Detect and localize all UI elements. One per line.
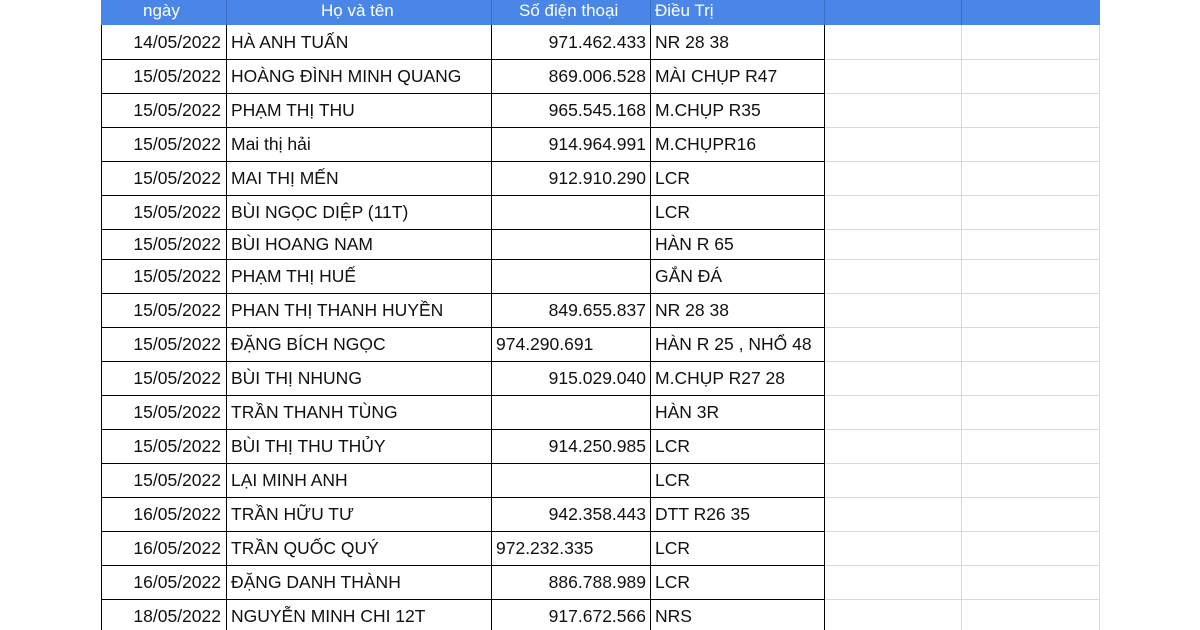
empty-cell-e[interactable]	[825, 25, 962, 60]
treatment-cell[interactable]: HÀN R 25 , NHỔ 48	[651, 328, 825, 362]
name-cell[interactable]: TRẦN HỮU TƯ	[227, 498, 492, 532]
name-cell[interactable]: HÀ ANH TUẤN	[227, 25, 492, 60]
phone-cell[interactable]	[492, 196, 651, 230]
empty-cell-f[interactable]	[962, 60, 1100, 94]
date-cell[interactable]: 15/05/2022	[101, 162, 227, 196]
date-cell[interactable]: 15/05/2022	[101, 464, 227, 498]
phone-cell[interactable]: 914.250.985	[492, 430, 651, 464]
treatment-cell[interactable]: MÀI CHỤP R47	[651, 60, 825, 94]
treatment-cell[interactable]: LCR	[651, 464, 825, 498]
date-cell[interactable]: 14/05/2022	[101, 25, 227, 60]
phone-cell[interactable]	[492, 260, 651, 294]
name-cell[interactable]: LẠI MINH ANH	[227, 464, 492, 498]
empty-cell-e[interactable]	[825, 260, 962, 294]
table-row	[101, 230, 1100, 260]
treatment-cell[interactable]: LCR	[651, 532, 825, 566]
table-row	[101, 294, 1100, 328]
header-phone[interactable]: Số điện thoại	[492, 0, 651, 25]
table-row	[101, 532, 1100, 566]
empty-cell-e[interactable]	[825, 566, 962, 600]
name-cell[interactable]: PHAN THỊ THANH HUYỀN	[227, 294, 492, 328]
date-cell[interactable]: 15/05/2022	[101, 60, 227, 94]
empty-cell-e[interactable]	[825, 94, 962, 128]
empty-cell-f[interactable]	[962, 532, 1100, 566]
treatment-cell[interactable]: NRS	[651, 600, 825, 630]
phone-cell[interactable]: 971.462.433	[492, 25, 651, 60]
name-cell[interactable]: ĐẶNG BÍCH NGỌC	[227, 328, 492, 362]
date-cell[interactable]: 15/05/2022	[101, 396, 227, 430]
table-row	[101, 94, 1100, 128]
treatment-cell[interactable]: M.CHỤPR16	[651, 128, 825, 162]
name-cell[interactable]: Mai thị hải	[227, 128, 492, 162]
empty-cell-e[interactable]	[825, 362, 962, 396]
empty-cell-f[interactable]	[962, 162, 1100, 196]
phone-cell[interactable]: 915.029.040	[492, 362, 651, 396]
table-row	[101, 396, 1100, 430]
empty-cell-f[interactable]	[962, 600, 1100, 630]
table-row	[101, 25, 1100, 60]
empty-cell-f[interactable]	[962, 328, 1100, 362]
table-row	[101, 260, 1100, 294]
phone-cell[interactable]: 886.788.989	[492, 566, 651, 600]
table-row	[101, 498, 1100, 532]
name-cell[interactable]: PHẠM THỊ THU	[227, 94, 492, 128]
date-cell[interactable]: 18/05/2022	[101, 600, 227, 630]
name-cell[interactable]: BÙI THỊ THU THỦY	[227, 430, 492, 464]
name-cell[interactable]: HOÀNG ĐÌNH MINH QUANG	[227, 60, 492, 94]
spreadsheet	[101, 0, 1100, 630]
phone-cell[interactable]: 849.655.837	[492, 294, 651, 328]
table-row	[101, 430, 1100, 464]
empty-cell-f[interactable]	[962, 396, 1100, 430]
name-cell[interactable]: BÙI HOANG NAM	[227, 230, 492, 260]
phone-cell[interactable]: 914.964.991	[492, 128, 651, 162]
empty-cell-f[interactable]	[962, 430, 1100, 464]
empty-cell-f[interactable]	[962, 25, 1100, 60]
date-cell[interactable]: 15/05/2022	[101, 294, 227, 328]
phone-cell[interactable]: 917.672.566	[492, 600, 651, 630]
empty-cell-f[interactable]	[962, 464, 1100, 498]
phone-cell[interactable]	[492, 230, 651, 260]
treatment-cell[interactable]: M.CHỤP R27 28	[651, 362, 825, 396]
empty-cell-e[interactable]	[825, 60, 962, 94]
phone-cell[interactable]: 974.290.691	[492, 328, 651, 362]
date-cell[interactable]: 15/05/2022	[101, 128, 227, 162]
phone-cell[interactable]: 942.358.443	[492, 498, 651, 532]
empty-cell-f[interactable]	[962, 128, 1100, 162]
empty-cell-e[interactable]	[825, 464, 962, 498]
treatment-cell[interactable]: GẮN ĐÁ	[651, 260, 825, 294]
empty-cell-f[interactable]	[962, 498, 1100, 532]
table-row	[101, 362, 1100, 396]
header-name[interactable]: Họ và tên	[227, 0, 492, 25]
empty-cell-e[interactable]	[825, 532, 962, 566]
phone-cell[interactable]: 972.232.335	[492, 532, 651, 566]
empty-cell-e[interactable]	[825, 162, 962, 196]
treatment-cell[interactable]: NR 28 38	[651, 294, 825, 328]
empty-cell-e[interactable]	[825, 294, 962, 328]
treatment-cell[interactable]: DTT R26 35	[651, 498, 825, 532]
phone-cell[interactable]	[492, 464, 651, 498]
empty-cell-e[interactable]	[825, 396, 962, 430]
header-empty-col-e[interactable]	[825, 0, 962, 25]
empty-cell-f[interactable]	[962, 362, 1100, 396]
table-row	[101, 162, 1100, 196]
empty-cell-e[interactable]	[825, 128, 962, 162]
name-cell[interactable]: BÙI NGỌC DIỆP (11T)	[227, 196, 492, 230]
name-cell[interactable]: TRẦN QUỐC QUÝ	[227, 532, 492, 566]
date-cell[interactable]: 16/05/2022	[101, 566, 227, 600]
table-row	[101, 196, 1100, 230]
phone-cell[interactable]: 912.910.290	[492, 162, 651, 196]
treatment-cell[interactable]: LCR	[651, 566, 825, 600]
empty-cell-e[interactable]	[825, 600, 962, 630]
date-cell[interactable]: 15/05/2022	[101, 230, 227, 260]
date-cell[interactable]: 15/05/2022	[101, 362, 227, 396]
table-row	[101, 600, 1100, 630]
empty-cell-f[interactable]	[962, 94, 1100, 128]
phone-cell[interactable]	[492, 396, 651, 430]
treatment-cell[interactable]: HÀN R 65	[651, 230, 825, 260]
date-cell[interactable]: 15/05/2022	[101, 328, 227, 362]
date-cell[interactable]: 15/05/2022	[101, 260, 227, 294]
treatment-cell[interactable]: LCR	[651, 196, 825, 230]
header-date[interactable]: ngày	[101, 0, 227, 25]
name-cell[interactable]: PHẠM THỊ HUẾ	[227, 260, 492, 294]
header-empty-col-f[interactable]	[962, 0, 1100, 25]
phone-cell[interactable]: 965.545.168	[492, 94, 651, 128]
empty-cell-e[interactable]	[825, 430, 962, 464]
name-cell[interactable]: TRẦN THANH TÙNG	[227, 396, 492, 430]
treatment-cell[interactable]: LCR	[651, 430, 825, 464]
empty-cell-f[interactable]	[962, 294, 1100, 328]
table-row	[101, 464, 1100, 498]
name-cell[interactable]: NGUYỄN MINH CHI 12T	[227, 600, 492, 630]
name-cell[interactable]: BÙI THỊ NHUNG	[227, 362, 492, 396]
empty-cell-f[interactable]	[962, 230, 1100, 260]
treatment-cell[interactable]: NR 28 38	[651, 25, 825, 60]
date-cell[interactable]: 16/05/2022	[101, 532, 227, 566]
treatment-cell[interactable]: M.CHỤP R35	[651, 94, 825, 128]
name-cell[interactable]: ĐẶNG DANH THÀNH	[227, 566, 492, 600]
table-row	[101, 328, 1100, 362]
treatment-cell[interactable]: LCR	[651, 162, 825, 196]
table-row	[101, 60, 1100, 94]
table-row	[101, 128, 1100, 162]
date-cell[interactable]: 15/05/2022	[101, 430, 227, 464]
empty-cell-e[interactable]	[825, 196, 962, 230]
empty-cell-e[interactable]	[825, 230, 962, 260]
treatment-cell[interactable]: HÀN 3R	[651, 396, 825, 430]
empty-cell-f[interactable]	[962, 196, 1100, 230]
empty-cell-e[interactable]	[825, 498, 962, 532]
empty-cell-e[interactable]	[825, 328, 962, 362]
header-row	[101, 0, 1100, 25]
empty-cell-f[interactable]	[962, 566, 1100, 600]
name-cell[interactable]: MAI THỊ MẾN	[227, 162, 492, 196]
date-cell[interactable]: 15/05/2022	[101, 196, 227, 230]
table-row	[101, 566, 1100, 600]
phone-cell[interactable]: 869.006.528	[492, 60, 651, 94]
header-treatment[interactable]: Điều Trị	[651, 0, 825, 25]
date-cell[interactable]: 16/05/2022	[101, 498, 227, 532]
empty-cell-f[interactable]	[962, 260, 1100, 294]
date-cell[interactable]: 15/05/2022	[101, 94, 227, 128]
